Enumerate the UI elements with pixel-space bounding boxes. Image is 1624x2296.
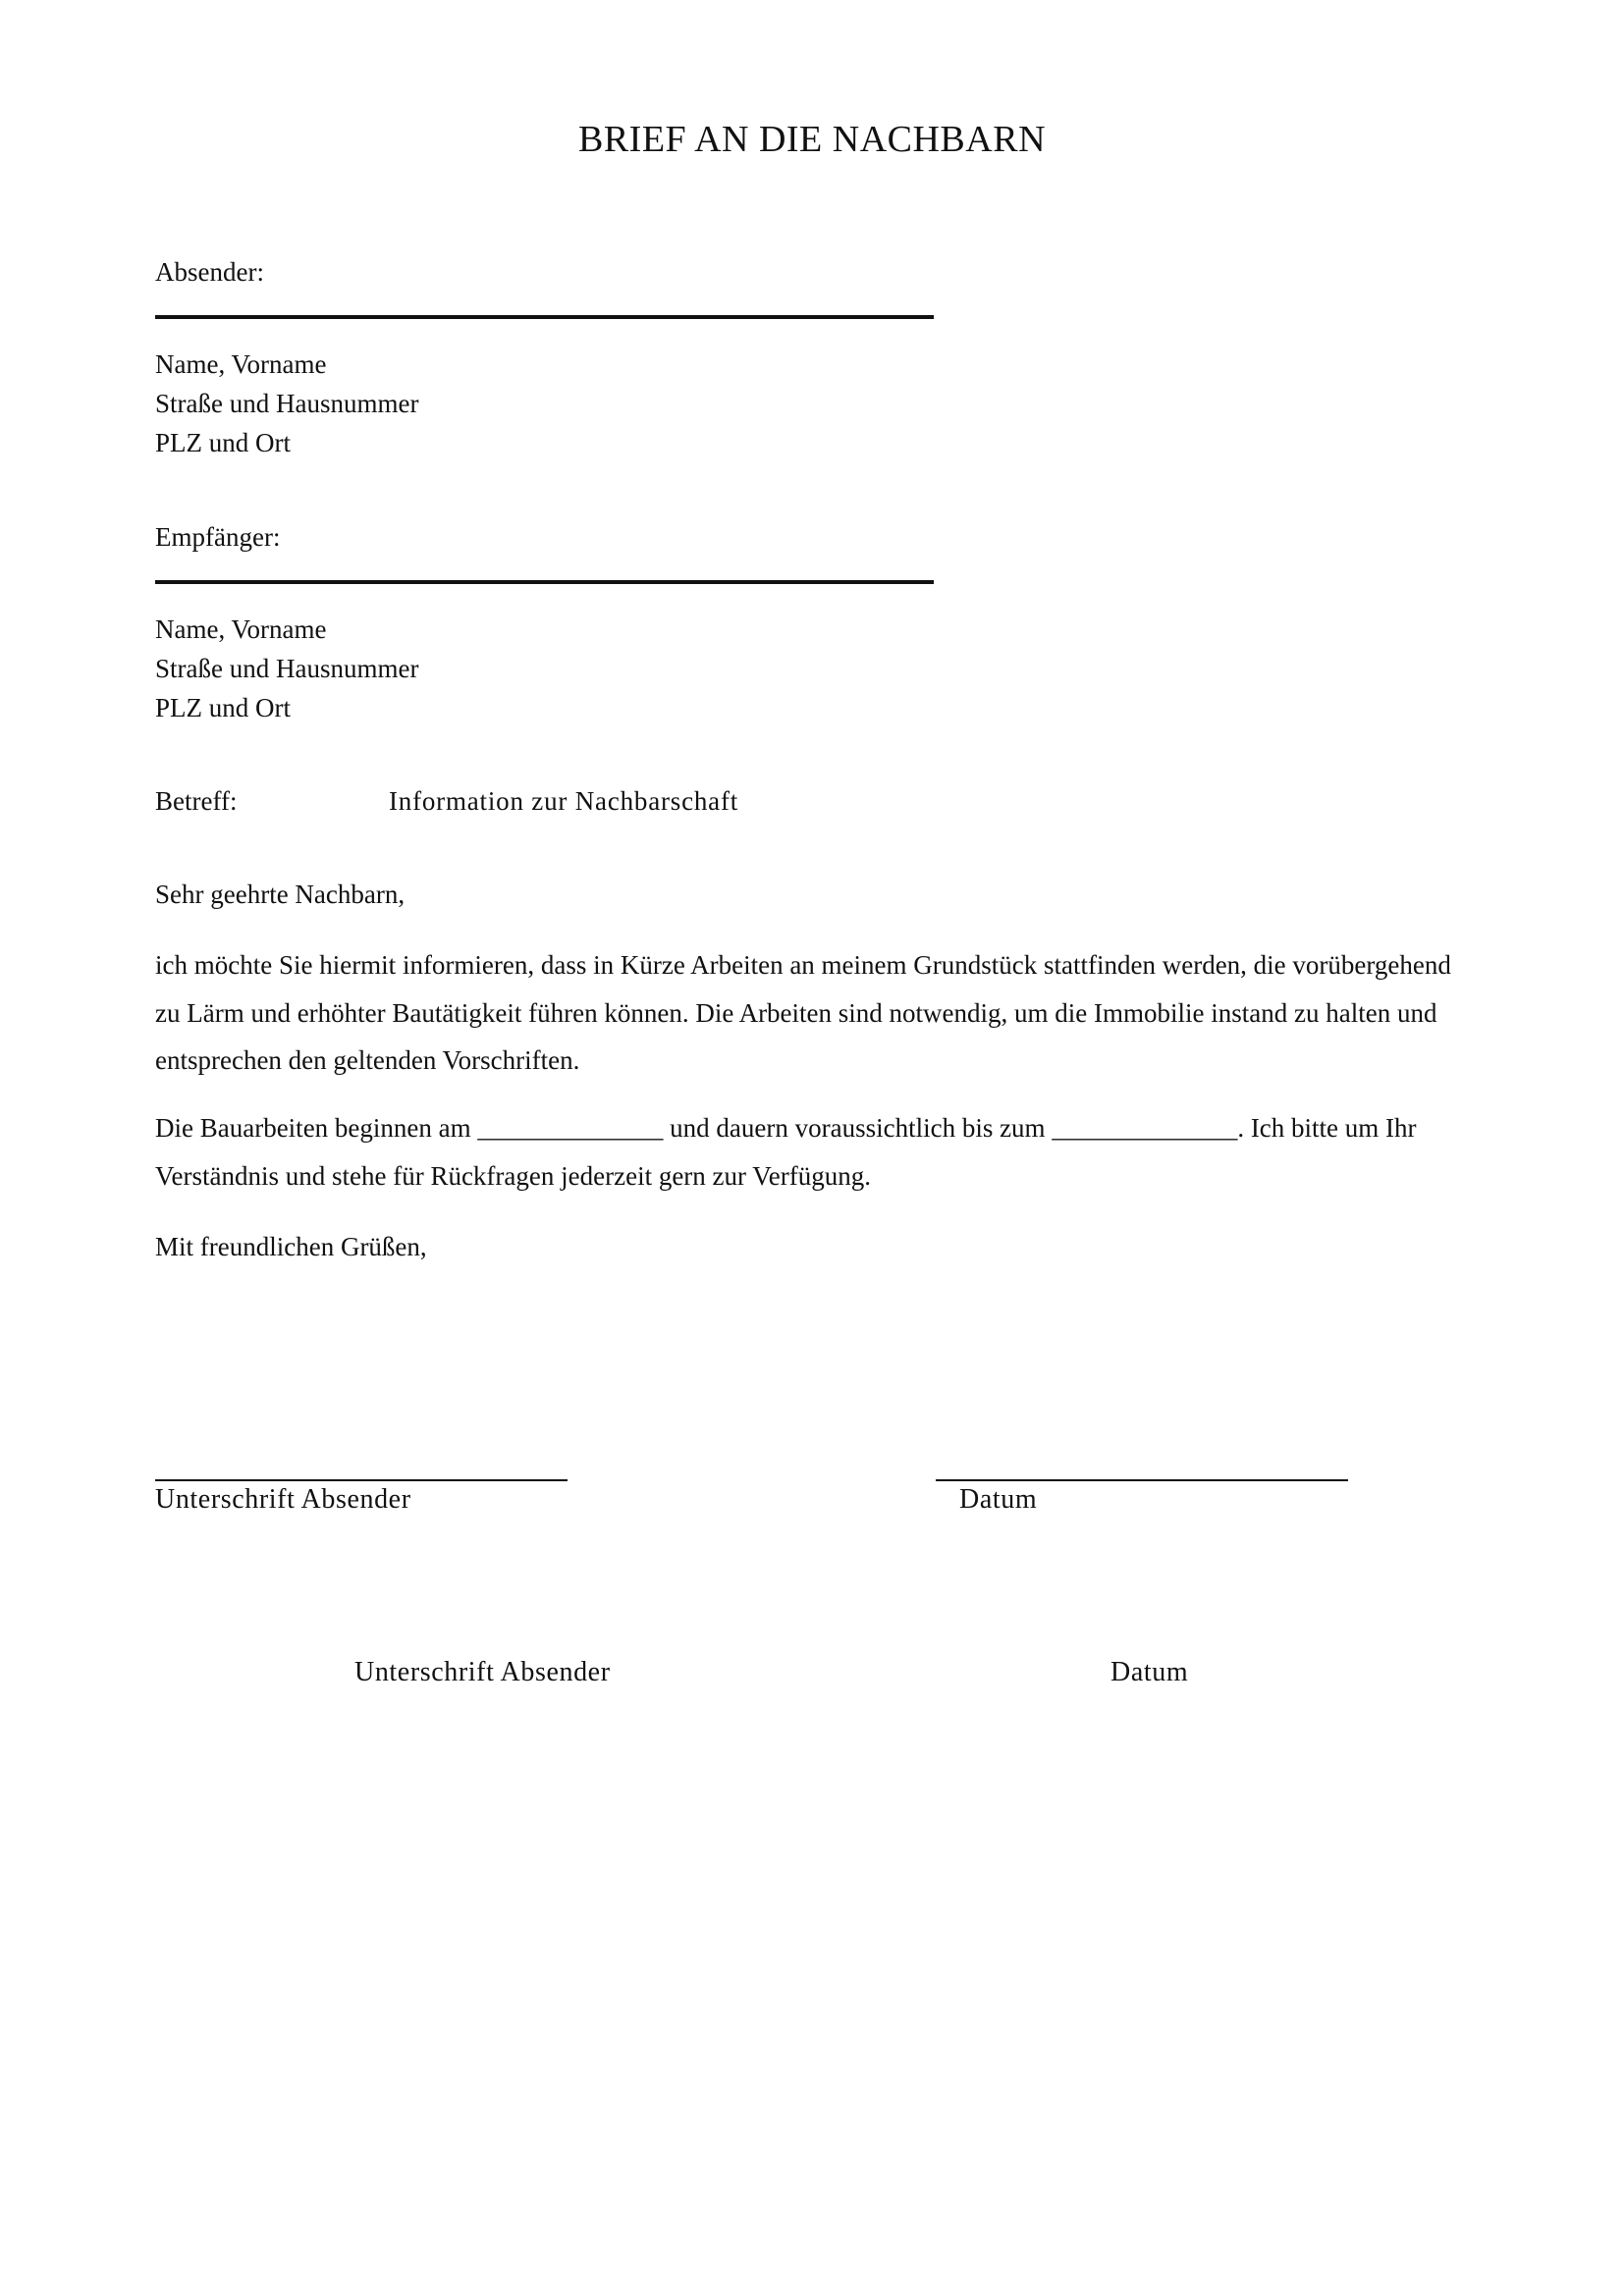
- paragraph-2-start: Die Bauarbeiten beginnen am: [155, 1113, 471, 1143]
- signature-line-left: [155, 1479, 568, 1481]
- recipient-name-line: Name, Vorname: [155, 614, 327, 644]
- recipient-address: [155, 610, 418, 727]
- signature-label-sender-2: Unterschrift Absender: [354, 1657, 611, 1687]
- sender-label: Absender:: [155, 257, 264, 287]
- body-paragraph-2: [155, 1104, 1471, 1200]
- end-date-blank: ______________: [1052, 1113, 1238, 1143]
- sender-street-line: Straße und Hausnummer: [155, 389, 419, 418]
- body-paragraph-1: ich möchte Sie hiermit informieren, dass in Kürze Arbeiten an meinem Grundstück stattfinden werden, die vorübergehend zu Lärm und erhöhter Bautätigkeit führen können. Die Arbeiten sind notwendig, um die Immobilie instand zu halten und entsprechen den geltenden Vorschriften.: [155, 950, 1451, 1075]
- signature-line-right: [936, 1479, 1348, 1481]
- recipient-city-line: PLZ und Ort: [155, 693, 291, 722]
- sender-name-line: Name, Vorname: [155, 349, 327, 379]
- sender-address: [155, 345, 418, 462]
- signature-label-date-2: Datum: [1110, 1657, 1189, 1687]
- recipient-label: Empfänger:: [155, 522, 281, 552]
- start-date-blank: ______________: [477, 1113, 664, 1143]
- subject-label: Betreff:: [155, 786, 238, 816]
- sender-rule: [155, 315, 934, 319]
- paragraph-2-end: . Ich bitte um Ihr Verständnis und stehe für Rückfragen jederzeit gern zur Verfügung.: [155, 1113, 1417, 1191]
- paragraph-2-middle: und dauern voraussichtlich bis zum: [670, 1113, 1046, 1143]
- page-title: BRIEF AN DIE NACHBARN: [577, 119, 1047, 160]
- salutation: Sehr geehrte Nachbarn,: [155, 880, 406, 909]
- sender-city-line: PLZ und Ort: [155, 428, 291, 457]
- signature-label-sender: Unterschrift Absender: [155, 1484, 411, 1515]
- recipient-street-line: Straße und Hausnummer: [155, 654, 419, 683]
- recipient-rule: [155, 580, 934, 584]
- closing: Mit freundlichen Grüßen,: [155, 1232, 427, 1261]
- subject-value: Information zur Nachbarschaft: [389, 786, 739, 816]
- signature-label-date: Datum: [959, 1484, 1038, 1515]
